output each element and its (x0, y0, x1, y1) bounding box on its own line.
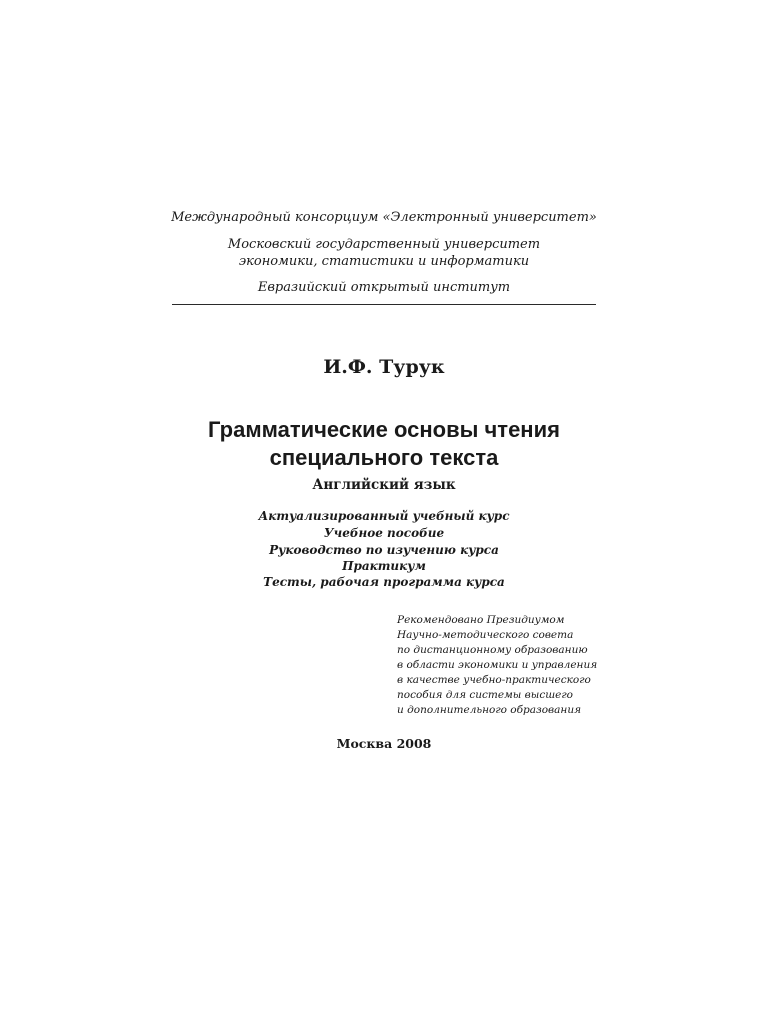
recommendation-line: в области экономики и управления (397, 659, 598, 671)
recommendation-line: Рекомендовано Президиумом (397, 614, 565, 626)
kind-item: Тесты, рабочая программа курса (263, 575, 505, 589)
author-name: И.Ф. Турук (323, 356, 445, 378)
kind-item: Практикум (342, 559, 426, 573)
recommendation-line: и дополнительного образования (397, 704, 582, 716)
book-subtitle: Английский язык (312, 477, 456, 493)
recommendation-block (397, 613, 597, 718)
book-title-line-2: специального текста (269, 445, 499, 470)
kind-item: Актуализированный учебный курс (258, 509, 510, 523)
institute-line: Евразийский открытый институт (257, 280, 511, 295)
kind-item: Учебное пособие (323, 526, 445, 540)
header-divider (172, 304, 596, 305)
kind-item: Руководство по изучению курса (269, 543, 499, 557)
recommendation-line: по дистанционному образованию (397, 644, 588, 656)
imprint-city-year: Москва 2008 (336, 736, 432, 751)
consortium-line: Международный консорциум «Электронный университет» (171, 210, 597, 225)
university-line-2: экономики, статистики и информатики (238, 254, 530, 269)
book-title-line-1: Грамматические основы чтения (208, 417, 560, 442)
university-line-1: Московский государственный университет (227, 237, 541, 252)
recommendation-line: в качестве учебно-практического (397, 674, 591, 686)
recommendation-line: Научно-методического совета (397, 629, 574, 641)
recommendation-line: пособия для системы высшего (397, 689, 573, 701)
